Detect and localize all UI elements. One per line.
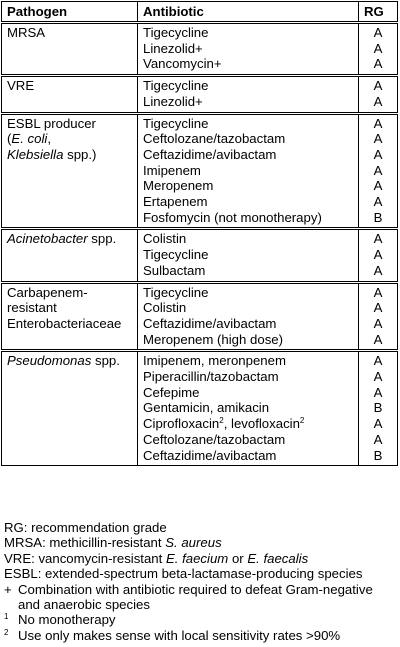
antibiotic-cell — [138, 76, 359, 113]
grade-value: A — [373, 353, 383, 369]
antibiotic-item: Tigecycline — [143, 115, 209, 131]
pathogen-line: Enterobacteriaceae — [7, 315, 122, 331]
note-plus — [4, 582, 398, 613]
grade-cell — [359, 351, 398, 466]
grade-cell — [359, 76, 398, 113]
antibiotic-item: Tigecycline — [143, 25, 209, 40]
grade-value: A — [373, 146, 383, 162]
grade-cell — [359, 229, 398, 282]
antibiotic-item: Tigecycline — [143, 78, 209, 94]
antibiotic-item: Ertapenem — [143, 194, 208, 210]
grade-value: A — [373, 331, 383, 347]
antibiotic-cell — [138, 282, 359, 351]
plus-mark: + — [4, 581, 12, 597]
pathogen-line: MRSA — [7, 25, 46, 40]
grade-value: A — [373, 25, 383, 40]
grade-value: A — [373, 369, 383, 385]
pathogen-cell — [2, 23, 138, 76]
footnote-1 — [4, 612, 398, 627]
grade-value: A — [373, 194, 383, 210]
antibiotic-item: Vancomycin+ — [143, 56, 222, 72]
note-vre: VRE: vancomycin-resistant E. faecium or E. faecalis — [4, 550, 309, 566]
pathogen-line: Klebsiella spp.) — [7, 146, 97, 162]
antibiotic-item: Imipenem — [143, 162, 201, 178]
grade-value: A — [373, 384, 383, 400]
header-pathogen: Pathogen — [2, 2, 138, 23]
antibiotic-cell — [138, 113, 359, 229]
pathogen-line: Carbapenem- — [7, 284, 88, 300]
pathogen-line: Pseudomonas spp. — [7, 353, 120, 369]
pathogen-cell — [2, 282, 138, 351]
pathogen-line: ESBL producer — [7, 115, 96, 131]
antibiotic-item: Tigecycline — [143, 247, 209, 263]
antibiotic-item: Ceftolozane/tazobactam — [143, 431, 286, 447]
grade-value: A — [373, 78, 383, 94]
antibiotic-item: Ceftolozane/tazobactam — [143, 131, 286, 147]
table-row — [2, 113, 398, 229]
grade-value: A — [373, 416, 383, 432]
grade-value: A — [373, 431, 383, 447]
grade-value: B — [373, 400, 383, 416]
grade-value: A — [373, 178, 383, 194]
antibiotic-item: Linezolid+ — [143, 93, 203, 109]
footnote-1-mark: 1 — [4, 612, 9, 622]
grade-cell — [359, 113, 398, 229]
antibiotic-cell — [138, 23, 359, 76]
antibiotic-item: Linezolid+ — [143, 40, 203, 56]
antibiotic-item: Meropenem — [143, 178, 214, 194]
grade-cell — [359, 282, 398, 351]
antibiotic-item: Colistin — [143, 231, 187, 247]
pathogen-cell — [2, 229, 138, 282]
antibiotic-item: Ciprofloxacin$^2$, levofloxacin$^2$ — [143, 416, 305, 432]
antibiotic-item: Ceftazidime/avibactam — [143, 315, 277, 331]
grade-value: B — [373, 209, 383, 225]
pathogen-line: Acinetobacter spp. — [7, 231, 117, 247]
antibiotic-item: Tigecycline — [143, 284, 209, 300]
note-mrsa: MRSA: methicillin-resistant S. aureus — [4, 535, 222, 551]
pathogen-line: resistant — [7, 300, 57, 316]
table-row — [2, 76, 398, 113]
footnote-1-text: No monotherapy — [18, 612, 116, 628]
table-row — [2, 229, 398, 282]
antibiotic-item: Piperacillin/tazobactam — [143, 369, 279, 385]
grade-value: A — [373, 131, 383, 147]
footnote-2-text: Use only makes sense with local sensitivity rates >90% — [18, 627, 341, 643]
note-rg: RG: recommendation grade — [4, 520, 167, 535]
grade-value: A — [373, 247, 383, 263]
grade-value: A — [373, 300, 383, 316]
grade-value: A — [373, 262, 383, 278]
antibiotic-item: Sulbactam — [143, 262, 206, 278]
footnote-2 — [4, 628, 398, 643]
table-row — [2, 282, 398, 351]
pathogen-cell — [2, 113, 138, 229]
pathogen-cell — [2, 351, 138, 466]
grade-value: A — [373, 315, 383, 331]
table-notes — [4, 520, 398, 643]
grade-cell — [359, 23, 398, 76]
antibiotic-item: Imipenem, meronpenem — [143, 353, 286, 369]
grade-value: A — [373, 284, 383, 300]
grade-value: A — [373, 115, 383, 131]
antibiotic-cell — [138, 229, 359, 282]
pathogen-cell — [2, 76, 138, 113]
grade-value: A — [373, 56, 383, 72]
antibiotic-item: Cefepime — [143, 384, 200, 400]
antibiotic-item: Colistin — [143, 300, 187, 316]
antibiotic-item: Ceftazidime/avibactam — [143, 146, 277, 162]
grade-value: A — [373, 162, 383, 178]
pathogen-line: (E. coli, — [7, 131, 51, 147]
grade-value: A — [373, 231, 383, 247]
header-grade: RG — [359, 2, 398, 23]
grade-value: A — [373, 93, 383, 109]
antibiotic-item: Fosfomycin (not monotherapy) — [143, 209, 322, 225]
note-esbl: ESBL: extended-spectrum beta-lactamase-producing species — [4, 566, 363, 582]
table-row — [2, 351, 398, 466]
footnote-2-mark: 2 — [4, 627, 9, 637]
antibiotic-item: Ceftazidime/avibactam — [143, 447, 277, 463]
grade-value: B — [373, 447, 383, 463]
antibiotic-item: Meropenem (high dose) — [143, 331, 284, 347]
table-row — [2, 23, 398, 76]
antibiotic-item: Gentamicin, amikacin — [143, 400, 270, 416]
pathogen-line: VRE — [7, 78, 35, 94]
plus-text: Combination with antibiotic required to defeat Gram-negative and anaerobic species — [18, 581, 373, 613]
table-header-row — [2, 2, 398, 23]
recommendation-table — [1, 1, 398, 466]
header-antibiotic: Antibiotic — [138, 2, 359, 23]
antibiotic-cell — [138, 351, 359, 466]
grade-value: A — [373, 40, 383, 56]
